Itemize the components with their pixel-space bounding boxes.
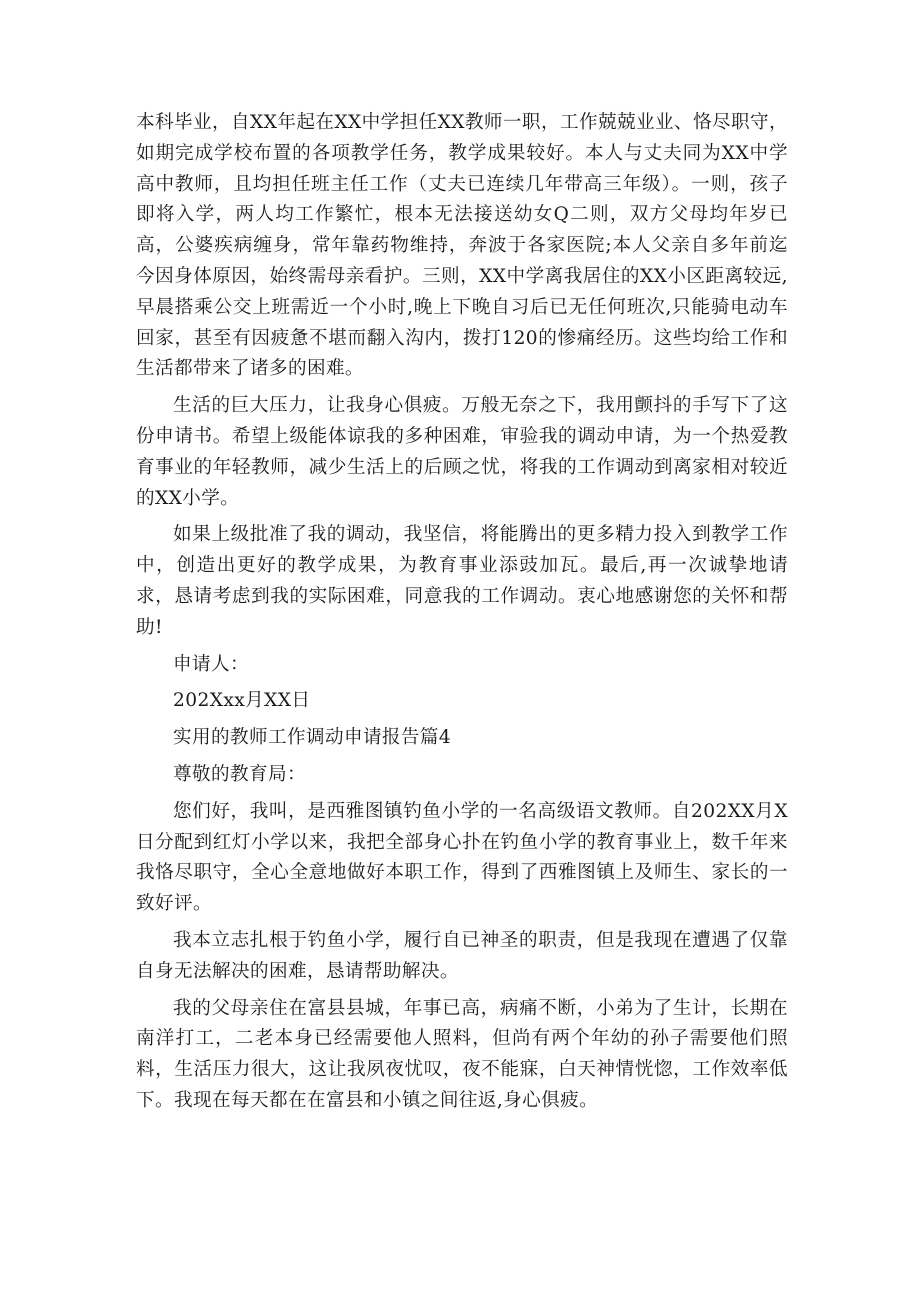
paragraph-2: 生活的巨大压力，让我身心俱疲。万般无奈之下，我用颤抖的手写下了这份申请书。希望上级能体谅我的多种困难，审验我的调动申请，为一个热爱教育事业的年轻教师，减少生活上的后顾之忧，将我的工作调动到离家相对较近的XX小学。 [136,395,788,509]
applicant-label: 申请人： [173,653,249,675]
paragraph-9: 我本立志扎根于钓鱼小学，履行自已神圣的职责，但是我现在遭遇了仅靠自身无法解决的困难，恳请帮助解决。 [136,929,788,982]
section-title: 实用的教师工作调动申请报告篇4 [173,727,452,749]
paragraph-3: 如果上级批准了我的调动，我坚信，将能腾出的更多精力投入到教学工作中，创造出更好的教学成果，为教育事业添豉加瓦。最后,再一次诚挚地请求，恳请考虑到我的实际困难，同意我的工作调动。衷心地感谢您的关怀和帮助! [136,524,788,638]
application-date: 202Xxx月XX日 [173,690,311,712]
paragraph-1: 本科毕业，自XX年起在XX中学担任XX教师一职，工作兢兢业业、恪尽职守，如期完成学校布置的各项教学任务，教学成果较好。本人与丈夫同为XX中学高中教师，且均担任班主任工作（丈夫已连续几年带高三年级）。一则，孩子即将入学，两人均工作繁忙，根本无法接送幼女Q二则，双方父母均年岁已高，公婆疾病缠身，常年靠药物维持，奔波于各家医院;本人父亲自多年前迄今因身体原因，始终需母亲看护。三则，XX中学离我居住的XX小区距离较远,早晨搭乘公交上班需近一个小时,晚上下晚自习后已无任何班次,只能骑电动车回家，甚至有因疲惫不堪而翻入沟内，拨打120的惨痛经历。这些均给工作和生活都带来了诸多的困难。 [136,112,788,380]
salutation: 尊敬的教育局： [173,763,306,785]
paragraph-10: 我的父母亲住在富县县城，年事已高，病痛不断，小弟为了生计，长期在南洋打工，二老本身已经需要他人照料，但尚有两个年幼的孙子需要他们照料，生活压力很大，这让我夙夜忧叹，夜不能寐，白天神情恍惚，工作效率低下。我现在每天都在在富县和小镇之间往返,身心俱疲。 [136,997,788,1111]
paragraph-8: 您们好，我叫，是西雅图镇钓鱼小学的一名高级语文教师。自202XX月X日分配到红灯小学以来，我把全部身心扑在钓鱼小学的教育事业上，数千年来我恪尽职守，全心全意地做好本职工作，得到了西雅图镇上及师生、家长的一致好评。 [136,800,788,915]
document-body [136,108,788,1117]
